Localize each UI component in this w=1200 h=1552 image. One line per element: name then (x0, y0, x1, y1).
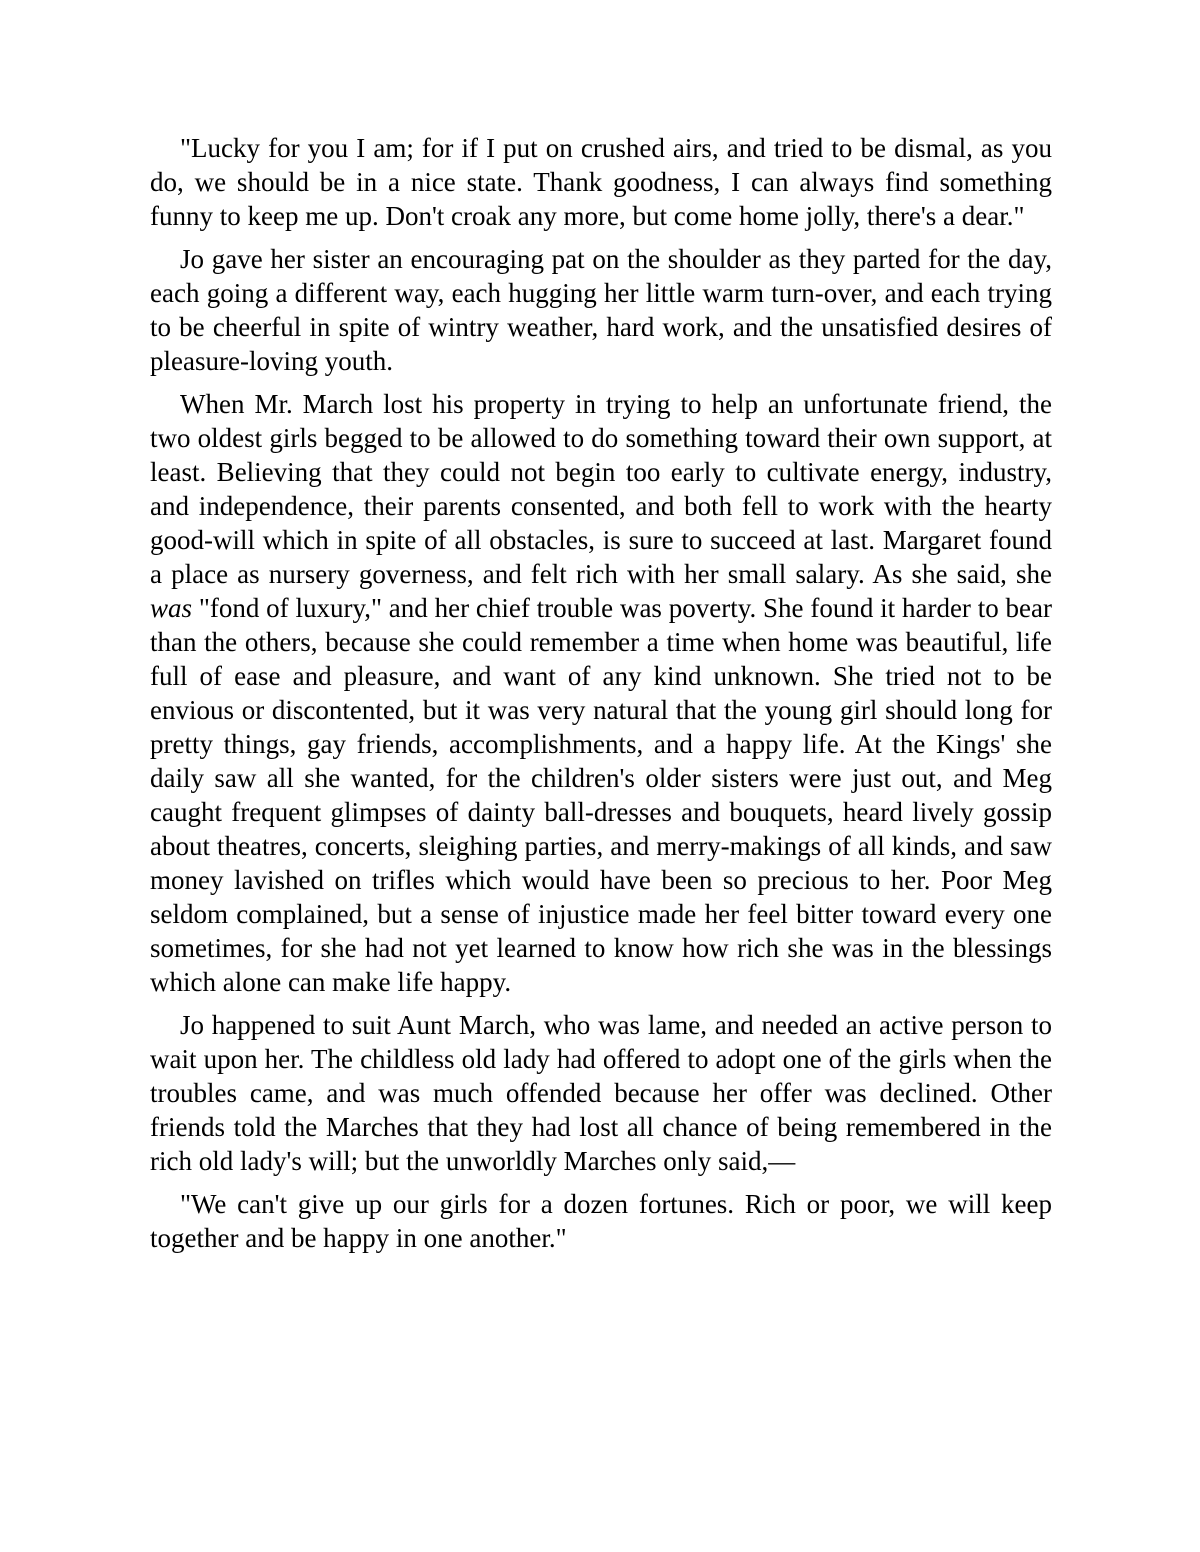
paragraph-text: "fond of luxury," and her chief trouble was poverty. She found it harder to bear than the others, because she could remember a time when home was beautiful, life full of ease and pleasure, and want of any kind unknown. She tried not to be envious or discontented, but it was very natural that the young girl should long for pretty things, gay friends, accomplishments, and a happy life. At the Kings' she daily saw all she wanted, for the children's older sisters were just out, and Meg caught frequent glimpses of dainty ball-dresses and bouquets, heard lively gossip about theatres, concerts, sleighing parties, and merry-makings of all kinds, and saw money lavished on trifles which would have been so precious to her. Poor Meg seldom complained, but a sense of injustice made her feel bitter toward every one sometimes, for she had not yet learned to know how rich she was in the blessings which alone can make life happy. (150, 593, 1052, 997)
paragraph-text-italic-was: was (150, 593, 193, 623)
paragraph-jo-gave-her-sister (150, 242, 1052, 378)
paragraph-text: "We can't give up our girls for a dozen fortunes. Rich or poor, we will keep together and be happy in one another." (150, 1189, 1052, 1253)
paragraph-text: "Lucky for you I am; for if I put on crushed airs, and tried to be dismal, as you do, we should be in a nice state. Thank goodness, I can always find something funny to keep me up. Don't croak any more, but come home jolly, there's a dear." (150, 133, 1052, 231)
paragraph-when-mr-march (150, 387, 1052, 999)
paragraph-lucky-for-you (150, 131, 1052, 233)
paragraph-text: Jo gave her sister an encouraging pat on the shoulder as they parted for the day, each going a different way, each hugging her little warm turn-over, and each trying to be cheerful in spite of wintry weather, hard work, and the unsatisfied desires of pleasure-loving youth. (150, 244, 1052, 376)
paragraph-text: Jo happened to suit Aunt March, who was lame, and needed an active person to wait upon her. The childless old lady had offered to adopt one of the girls when the troubles came, and was much offended because her offer was declined. Other friends told the Marches that they had lost all chance of being remembered in the rich old lady's will; but the unworldly Marches only said,— (150, 1010, 1052, 1176)
paragraph-we-cant-give-up (150, 1187, 1052, 1255)
paragraph-jo-happened-to-suit (150, 1008, 1052, 1178)
paragraph-text: When Mr. March lost his property in trying to help an unfortunate friend, the two oldest girls begged to be allowed to do something toward their own support, at least. Believing that they could not begin too early to cultivate energy, industry, and independence, their parents consented, and both fell to work with the hearty good-will which in spite of all obstacles, is sure to succeed at last. Margaret found a place as nursery governess, and felt rich with her small salary. As she said, she (150, 389, 1052, 589)
